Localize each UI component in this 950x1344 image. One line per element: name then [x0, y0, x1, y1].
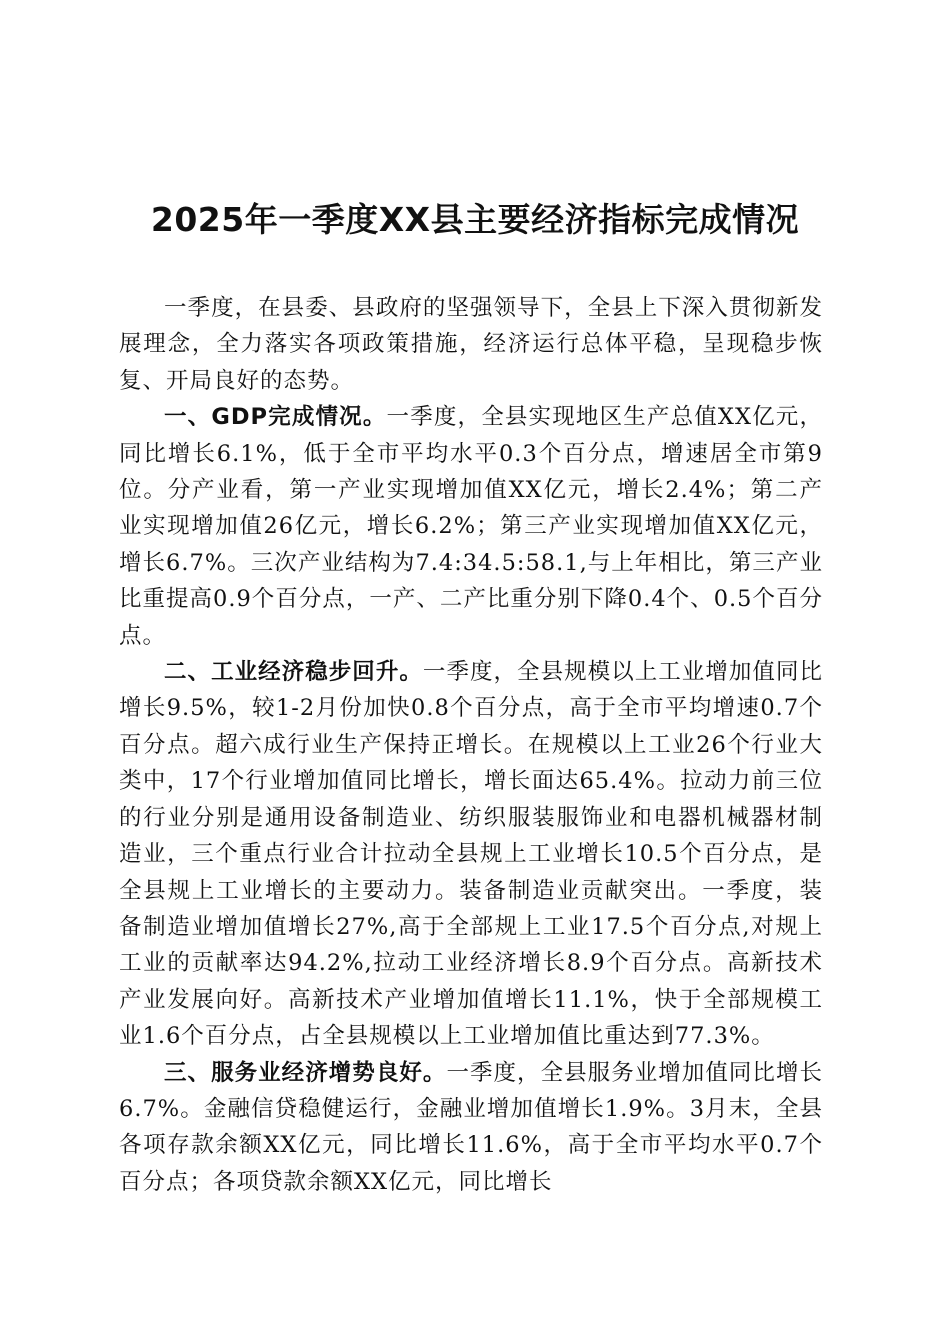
paragraph-text: 一季度，全县服务业增加值同比增长6.7%。金融信贷稳健运行，金融业增加值增长1.9%。3月末，全县各项存款余额XX亿元，同比增长11.6%，高于全市平均水平0.7个百分点；各项贷款余额XX亿元，同比增长 — [119, 1059, 823, 1195]
paragraph-industry — [119, 654, 823, 1054]
section-heading-gdp: 一、GDP完成情况。 — [164, 404, 387, 431]
paragraph-intro — [119, 290, 823, 399]
document-body — [119, 290, 823, 1200]
section-heading-services: 三、服务业经济增势良好。 — [164, 1059, 447, 1086]
paragraph-gdp — [119, 399, 823, 654]
paragraph-text: 一季度，全县实现地区生产总值XX亿元，同比增长6.1%，低于全市平均水平0.3个百分点，增速居全市第9位。分产业看，第一产业实现增加值XX亿元，增长2.4%；第二产业实现增加值26亿元，增长6.2%；第三产业实现增加值XX亿元，增长6.7%。三次产业结构为7.4:34.5:58.1,与上年相比，第三产业比重提高0.9个百分点，一产、二产比重分别下降0.4个、0.5个百分点。 — [119, 404, 823, 649]
paragraph-text: 一季度，在县委、县政府的坚强领导下，全县上下深入贯彻新发展理念，全力落实各项政策措施，经济运行总体平稳，呈现稳步恢复、开局良好的态势。 — [119, 295, 823, 394]
document-title: 2025年一季度XX县主要经济指标完成情况 — [150, 200, 800, 239]
paragraph-services — [119, 1055, 823, 1201]
section-heading-industry: 二、工业经济稳步回升。 — [164, 659, 423, 686]
paragraph-text: 一季度，全县规模以上工业增加值同比增长9.5%，较1-2月份加快0.8个百分点，高于全市平均增速0.7个百分点。超六成行业生产保持正增长。在规模以上工业26个行业大类中，17个行业增加值同比增长，增长面达65.4%。拉动力前三位的行业分别是通用设备制造业、纺织服装服饰业和电器机械器材制造业，三个重点行业合计拉动全县规上工业增长10.5个百分点，是全县规上工业增长的主要动力。装备制造业贡献突出。一季度，装备制造业增加值增长27%,高于全部规上工业17.5个百分点,对规上工业的贡献率达94.2%,拉动工业经济增长8.9个百分点。高新技术产业发展向好。高新技术产业增加值增长11.1%，快于全部规模工业1.6个百分点，占全县规模以上工业增加值比重达到77.3%。 — [119, 659, 823, 1050]
